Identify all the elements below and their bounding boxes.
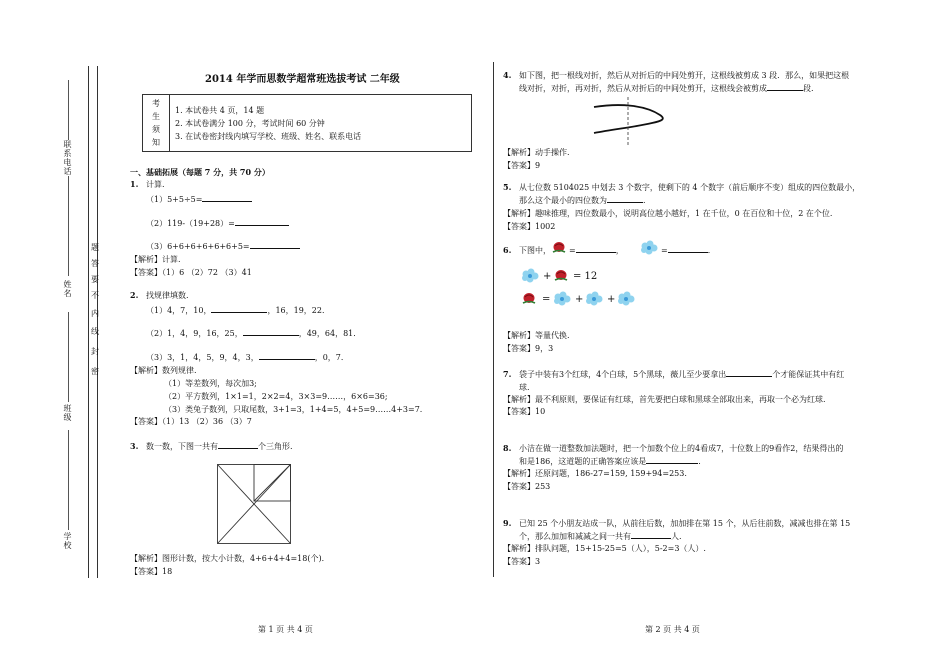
seal-char: 要 — [91, 275, 99, 284]
q2-answer-blank[interactable] — [235, 218, 289, 226]
notice-head — [143, 95, 170, 151]
q5-number: 5. — [503, 182, 512, 192]
q7-blank[interactable] — [726, 369, 772, 377]
flower-icon — [521, 268, 539, 284]
notice-box — [142, 94, 472, 152]
seal-char: 密 — [91, 367, 99, 376]
q1-analysis: 【解析】计算. — [130, 255, 181, 264]
binding-line-outer — [88, 66, 89, 578]
q8-analysis: 【解析】还原问题，186-27=159, 159+94=253. — [503, 469, 687, 478]
notice-item: 2. 本试卷满分 100 分，考试时间 60 分钟 — [175, 119, 325, 128]
q3-stem-text: 数一数，下图一共有 — [146, 442, 218, 451]
name-label: 姓名 — [63, 280, 72, 298]
q4-line2 — [519, 83, 814, 94]
q2-line: （2）平方数列，1×1=1，2×2=4，3×3=9……，6×6=36; — [164, 392, 388, 401]
q6-eq-b — [661, 245, 716, 256]
q6-eq1-result: = 12 — [573, 271, 598, 282]
q4-text: 段. — [803, 84, 814, 93]
q2-line: （1）等差数列，每次加3; — [164, 379, 257, 388]
q3-analysis: 【解析】图形计数，按大小计数，4+6+4+4=18(个)． — [130, 554, 330, 563]
q3-answer: 【答案】18 — [130, 567, 173, 576]
seal-char: 内 — [91, 309, 99, 318]
q2-line: （3）类兔子数列，只取尾数，3+1=3，1+4=5，4+5=9……4+3=7. — [164, 405, 423, 414]
phone-label: 联系电话 — [63, 140, 72, 176]
class-field[interactable] — [68, 312, 69, 402]
q6-answer: 【答案】9，3 — [503, 344, 554, 353]
q2-blank-3[interactable] — [259, 352, 315, 360]
q7-line2: 球. — [519, 383, 530, 392]
q2-part-text: ，49，64，81． — [298, 329, 362, 338]
flower-icon — [617, 291, 635, 307]
column-divider — [493, 62, 494, 577]
q2-number: 2. — [130, 290, 139, 300]
rose-icon — [551, 240, 567, 256]
q1-part — [146, 241, 300, 252]
q6-equals: = — [542, 294, 551, 305]
notice-head-char: 生 — [152, 112, 160, 121]
q9-text: 人. — [671, 532, 682, 541]
q1-part — [146, 218, 289, 229]
q8-line2 — [519, 456, 701, 467]
folded-thread-figure — [590, 97, 670, 145]
q6-plus: + — [543, 271, 552, 282]
triangle-figure — [217, 464, 291, 544]
q6-eq-a — [569, 245, 624, 256]
q6-number: 6. — [503, 245, 512, 255]
class-label: 班级 — [63, 404, 72, 422]
q2-answer: 【答案】（1）13 （2）36 （3）7 — [130, 417, 252, 426]
school-field[interactable] — [68, 430, 69, 530]
q2-analysis: 【解析】数列规律. — [130, 366, 197, 375]
q2-part1 — [146, 305, 330, 316]
q1-part-text: （1）5+5÷5= — [146, 195, 203, 204]
seal-char: 线 — [91, 327, 99, 336]
q5-answer: 【答案】1002 — [503, 222, 556, 231]
q1-answer: 【答案】（1）6 （2）72 （3）41 — [130, 268, 252, 277]
q2-stem: 找规律填数. — [146, 291, 189, 300]
q8-line1: 小洁在做一道整数加法题时，把一个加数个位上的4看成7，十位数上的9看作2，结果得出的 — [519, 444, 844, 453]
flower-icon — [553, 291, 571, 307]
q1-answer-blank[interactable] — [202, 194, 252, 202]
notice-head-char: 知 — [152, 138, 160, 147]
q2-part3 — [146, 352, 349, 363]
q2-part-text: （2）1，4，9，16，25， — [146, 329, 243, 338]
q2-part-text: （1）4，7，10， — [146, 306, 212, 315]
q1-part — [146, 194, 252, 205]
q6-sep: ． — [707, 246, 716, 255]
q4-line1: 如下图，把一根线对折，然后从对折后的中间处剪开，这根线被剪成 3 段．那么，如果把这根 — [519, 71, 850, 80]
q3-stem-text: 个三角形. — [258, 442, 293, 451]
binding-line-inner — [97, 66, 98, 578]
q6-blank-rose[interactable] — [576, 245, 616, 253]
q5-line2 — [519, 195, 646, 206]
q2-part-text: ，16，19，22． — [267, 306, 330, 315]
q1-part-text: （3）6+6+6+6+6+6+5= — [146, 242, 250, 251]
rose-icon — [553, 268, 569, 284]
flower-icon — [585, 291, 603, 307]
q9-analysis: 【解析】排队问题，15+15-25=5（人），5-2=3（人）. — [503, 544, 706, 553]
q5-blank[interactable] — [607, 195, 643, 203]
rose-icon — [521, 291, 537, 307]
q7-answer: 【答案】10 — [503, 407, 546, 416]
q6-sep: ， — [615, 246, 624, 255]
q9-text: 个，那么加加和减减之间一共有 — [519, 532, 631, 541]
seal-char: 题 — [91, 243, 99, 252]
q6-stem: 下图中， — [519, 246, 551, 255]
q6-plus: + — [575, 294, 584, 305]
seal-char: 不 — [91, 291, 99, 300]
q1-stem: 计算. — [146, 180, 165, 189]
q8-blank[interactable] — [646, 456, 698, 464]
q5-analysis: 【解析】趣味推理，四位数最小，说明高位越小越好，1 在千位，0 在百位和十位，2 在个位. — [503, 209, 833, 218]
q9-answer: 【答案】3 — [503, 557, 541, 566]
q3-stem — [146, 441, 293, 452]
q4-text: 线对折，对折，再对折，然后从对折后的中间处剪开，这根线会被剪成 — [519, 84, 767, 93]
q7-text: 个才能保证其中有红 — [772, 370, 845, 379]
q7-line1 — [519, 369, 844, 380]
page-footer-2: 第 2 页 共 4 页 — [645, 625, 700, 634]
q9-blank[interactable] — [631, 531, 671, 539]
q8-text: 和是186，这道题的正确答案应该是 — [519, 457, 647, 466]
q7-number: 7. — [503, 369, 512, 379]
q7-text: 袋子中装有3个红球，4个白球，5个黑球，薇儿至少要拿出 — [519, 370, 727, 379]
notice-item: 1. 本试卷共 4 页，14 题 — [175, 106, 265, 115]
q5-text: 那么这个最小的四位数为 — [519, 196, 607, 205]
q8-text: . — [698, 457, 701, 466]
q4-answer: 【答案】9 — [503, 161, 541, 170]
q6-sep: = — [569, 246, 576, 255]
q6-plus: + — [607, 294, 616, 305]
notice-head-char: 考 — [152, 99, 160, 108]
q4-blank[interactable] — [767, 83, 803, 91]
q2-part-text: （3）3，1，4，5，9，4，3， — [146, 353, 259, 362]
q5-line1: 从七位数 5104025 中划去 3 个数字，使剩下的 4 个数字（前后顺序不变）组成的四位数最小， — [519, 183, 861, 192]
seal-char: 封 — [91, 347, 99, 356]
school-label: 学校 — [63, 532, 72, 550]
section-title: 一、基础拓展（每题 7 分，共 70 分） — [130, 167, 270, 177]
q6-sep: = — [661, 246, 668, 255]
q1-number: 1. — [130, 179, 139, 189]
q9-line2 — [519, 531, 682, 542]
q2-part2 — [146, 328, 361, 339]
q2-blank-2[interactable] — [243, 328, 299, 336]
seal-char: 答 — [91, 259, 99, 268]
q4-analysis: 【解析】动手操作. — [503, 148, 570, 157]
q3-blank[interactable] — [218, 441, 258, 449]
q8-number: 8. — [503, 443, 512, 453]
q5-text: . — [643, 196, 646, 205]
page-title: 2014 年学而思数学超常班选拔考试 二年级 — [205, 74, 400, 85]
q2-blank-1[interactable] — [211, 305, 267, 313]
q6-analysis: 【解析】等量代换. — [503, 331, 570, 340]
q3-answer-blank[interactable] — [250, 241, 300, 249]
q9-number: 9. — [503, 518, 512, 528]
q2-part-text: ，0，7． — [314, 353, 349, 362]
notice-item: 3. 在试卷密封线内填写学校、班级、姓名、联系电话 — [175, 132, 362, 141]
q1-part-text: （2）119-（19+28）= — [146, 219, 235, 228]
q6-blank-flower[interactable] — [668, 245, 708, 253]
phone-field[interactable] — [68, 80, 69, 140]
page-footer-1: 第 1 页 共 4 页 — [258, 625, 313, 634]
q7-analysis: 【解析】最不利原则，要保证有红球，首先要把白球和黑球全部取出来，再取一个必为红球. — [503, 395, 826, 404]
q4-number: 4. — [503, 70, 512, 80]
notice-head-char: 须 — [152, 125, 160, 134]
q8-answer: 【答案】253 — [503, 482, 551, 491]
name-field[interactable] — [68, 176, 69, 276]
flower-icon — [640, 240, 658, 256]
q9-line1: 已知 25 个小朋友站成一队，从前往后数，加加排在第 15 个，从后往前数，减减也排在第 15 — [519, 519, 851, 528]
q3-number: 3. — [130, 441, 139, 451]
